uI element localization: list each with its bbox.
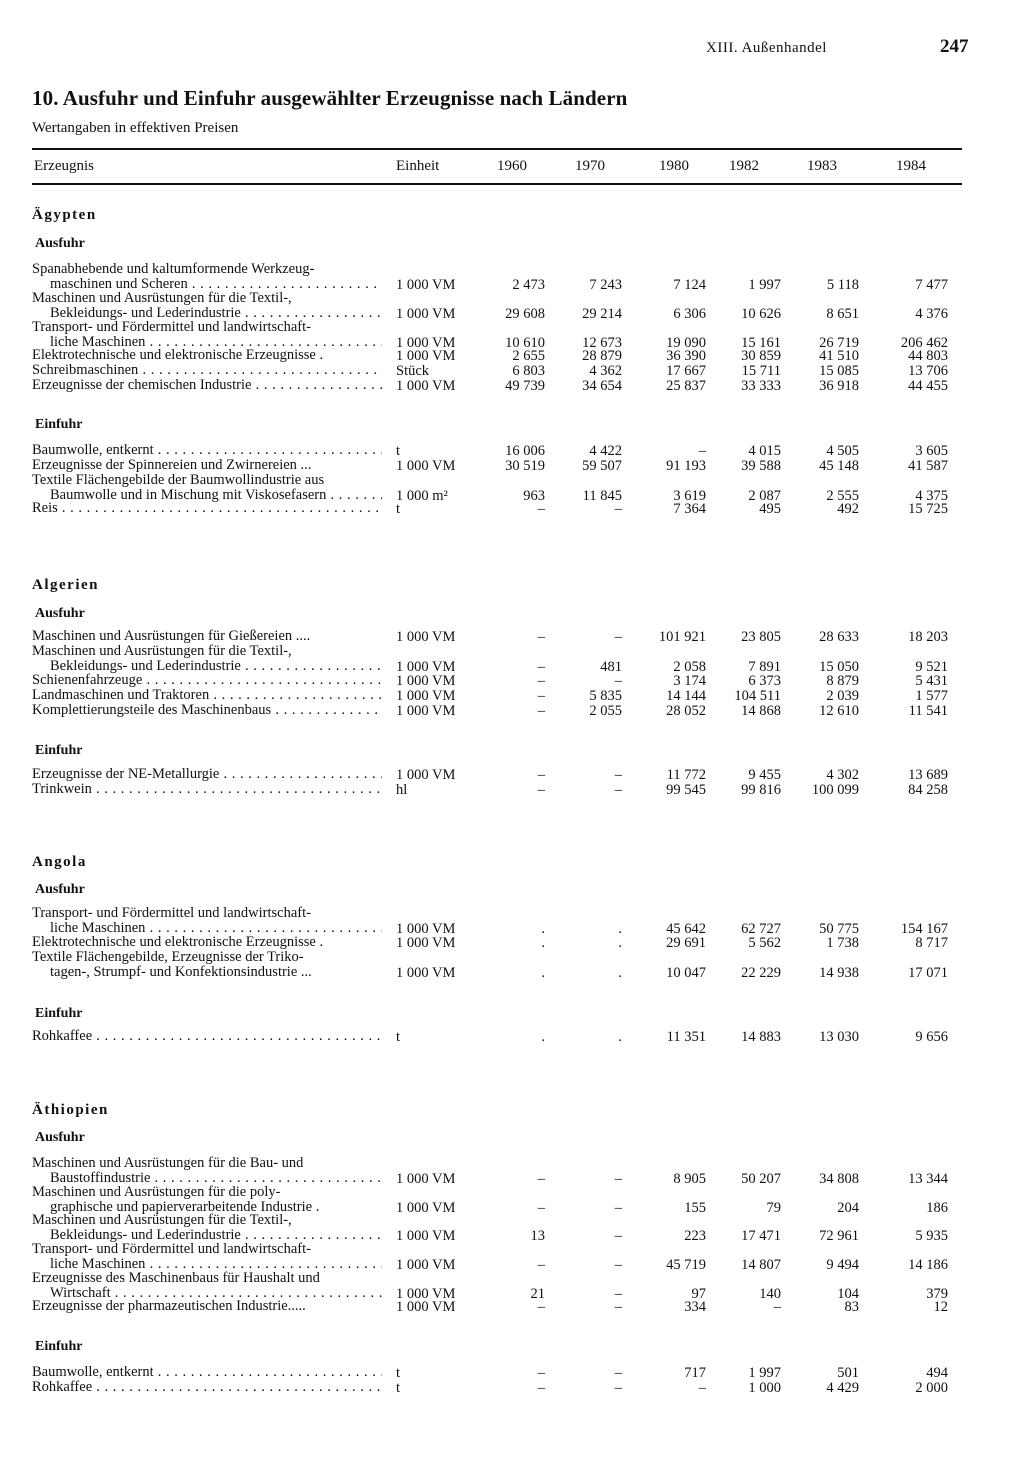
cell-1984: 1 577 bbox=[915, 688, 948, 704]
cell-1984: 13 344 bbox=[908, 1170, 948, 1187]
cell-1980: 99 545 bbox=[666, 782, 706, 798]
cell-1980: 8 905 bbox=[673, 1170, 706, 1187]
cell-1980: 97 bbox=[691, 1285, 706, 1302]
cell-1982: 1 000 bbox=[748, 1380, 781, 1396]
row-label bbox=[32, 673, 382, 688]
section-heading-einfuhr: Einfuhr bbox=[35, 1339, 83, 1354]
row-label-line: Maschinen und Ausrüstungen für Gießereien .... bbox=[32, 629, 311, 644]
country-heading-angola: Angola bbox=[32, 854, 87, 870]
cell-1983: 104 bbox=[837, 1285, 859, 1302]
row-label-line: Transport- und Fördermittel und landwirtschaft- bbox=[32, 906, 311, 921]
cell-1984: 5 431 bbox=[915, 673, 948, 689]
cell-1982: 495 bbox=[759, 501, 781, 517]
cell-1960: – bbox=[537, 1299, 545, 1315]
row-label bbox=[32, 1185, 382, 1214]
cell-1980: 2 058 bbox=[673, 658, 706, 675]
cell-1970: 2 055 bbox=[589, 703, 622, 719]
cell-1980: 223 bbox=[684, 1227, 706, 1244]
row-label-line: maschinen und Scheren . . . bbox=[32, 277, 382, 292]
row-unit: 1 000 VM bbox=[396, 305, 456, 322]
cell-1980: 36 390 bbox=[666, 348, 706, 364]
row-unit: 1 000 VM bbox=[396, 629, 456, 645]
cell-1982: 14 883 bbox=[741, 1029, 781, 1045]
row-unit: 1 000 VM bbox=[396, 703, 456, 719]
row-label-line: Erzeugnisse der pharmazeutischen Industrie..... bbox=[32, 1299, 306, 1314]
cell-1980: 3 619 bbox=[673, 487, 706, 504]
row-label bbox=[32, 906, 382, 935]
cell-1960: – bbox=[537, 673, 545, 689]
row-unit: 1 000 m² bbox=[396, 487, 448, 504]
row-label-line: Erzeugnisse der chemischen Industrie . . . bbox=[32, 378, 382, 393]
cell-1984: 9 521 bbox=[915, 658, 948, 675]
row-label bbox=[32, 1271, 382, 1300]
cell-1983: 14 938 bbox=[819, 964, 859, 981]
cell-1960: – bbox=[537, 767, 545, 783]
cell-1980: 11 772 bbox=[666, 767, 706, 783]
row-unit: 1 000 VM bbox=[396, 1299, 456, 1315]
row-label-line: Transport- und Fördermittel und landwirtschaft- bbox=[32, 320, 311, 335]
row-label-line: Maschinen und Ausrüstungen für die Textil-, bbox=[32, 1213, 292, 1228]
cell-1983: 5 118 bbox=[826, 276, 859, 293]
row-unit: 1 000 VM bbox=[396, 458, 456, 474]
cell-1970: 7 243 bbox=[589, 276, 622, 293]
cell-1982: 62 727 bbox=[741, 920, 781, 937]
cell-1982: 6 373 bbox=[748, 673, 781, 689]
cell-1980: 717 bbox=[684, 1365, 706, 1381]
cell-1984: 41 587 bbox=[908, 458, 948, 474]
cell-1984: 17 071 bbox=[908, 964, 948, 981]
row-label-line: Maschinen und Ausrüstungen für die Bau- und bbox=[32, 1156, 304, 1171]
page-number: 247 bbox=[940, 36, 969, 57]
cell-1980: 25 837 bbox=[666, 378, 706, 394]
cell-1970: 29 214 bbox=[582, 305, 622, 322]
cell-1960: 30 519 bbox=[505, 458, 545, 474]
cell-1982: 33 333 bbox=[741, 378, 781, 394]
col-header-1982: 1982 bbox=[729, 158, 759, 174]
row-label-line: Komplettierungsteile des Maschinenbaus . . . bbox=[32, 703, 382, 718]
row-label-line: Elektrotechnische und elektronische Erzeugnisse . bbox=[32, 935, 324, 950]
cell-1960: . bbox=[541, 935, 545, 951]
cell-1970: 34 654 bbox=[582, 378, 622, 394]
country-heading-algerien: Algerien bbox=[32, 577, 99, 593]
row-label-line: Maschinen und Ausrüstungen für die Textil-, bbox=[32, 644, 292, 659]
row-label-line: Baumwolle, entkernt . . . bbox=[32, 443, 382, 458]
row-label bbox=[32, 378, 382, 393]
cell-1960: 49 739 bbox=[505, 378, 545, 394]
cell-1960: – bbox=[537, 1256, 545, 1273]
cell-1984: 44 455 bbox=[908, 378, 948, 394]
cell-1970: – bbox=[614, 1365, 622, 1381]
cell-1980: – bbox=[698, 443, 706, 459]
row-label-line: Bekleidungs- und Lederindustrie . . . bbox=[32, 659, 382, 674]
cell-1984: 13 706 bbox=[908, 363, 948, 379]
header-bottom-rule bbox=[32, 183, 962, 185]
row-label-line: Bekleidungs- und Lederindustrie . . . bbox=[32, 306, 382, 321]
row-label-line: Rohkaffee . . . bbox=[32, 1380, 382, 1395]
cell-1984: 494 bbox=[926, 1365, 948, 1381]
cell-1984: 4 376 bbox=[915, 305, 948, 322]
cell-1970: – bbox=[614, 1299, 622, 1315]
row-unit: Stück bbox=[396, 363, 430, 379]
col-header-1980: 1980 bbox=[659, 158, 689, 174]
cell-1970: – bbox=[614, 1380, 622, 1396]
cell-1982: 140 bbox=[759, 1285, 781, 1302]
row-label bbox=[32, 950, 382, 979]
cell-1983: 8 879 bbox=[826, 673, 859, 689]
row-label-line: Erzeugnisse des Maschinenbaus für Haushalt und bbox=[32, 1271, 320, 1286]
row-unit: t bbox=[396, 1365, 401, 1381]
cell-1982: 50 207 bbox=[741, 1170, 781, 1187]
cell-1984: 379 bbox=[926, 1285, 948, 1302]
cell-1984: 154 167 bbox=[900, 920, 948, 937]
cell-1983: 28 633 bbox=[819, 629, 859, 645]
row-label-line: Spanabhebende und kaltumformende Werkzeug- bbox=[32, 262, 315, 277]
row-label bbox=[32, 1380, 382, 1395]
row-unit: 1 000 VM bbox=[396, 673, 456, 689]
cell-1982: 23 805 bbox=[741, 629, 781, 645]
row-unit: 1 000 VM bbox=[396, 920, 456, 937]
cell-1982: 2 087 bbox=[748, 487, 781, 504]
cell-1983: 2 039 bbox=[826, 688, 859, 704]
row-label bbox=[32, 935, 382, 950]
cell-1982: 30 859 bbox=[741, 348, 781, 364]
row-label bbox=[32, 688, 382, 703]
cell-1980: 155 bbox=[684, 1199, 706, 1216]
cell-1984: 206 462 bbox=[900, 334, 948, 351]
row-label-line: Baumwolle und in Mischung mit Viskosefasern . . . bbox=[32, 488, 382, 503]
cell-1983: 50 775 bbox=[819, 920, 859, 937]
cell-1983: 100 099 bbox=[811, 782, 859, 798]
row-unit: 1 000 VM bbox=[396, 1170, 456, 1187]
row-label bbox=[32, 262, 382, 291]
cell-1983: 4 505 bbox=[826, 443, 859, 459]
country-heading-agypten: Ägypten bbox=[32, 207, 97, 223]
row-label-line: Textile Flächengebilde der Baumwollindustrie aus bbox=[32, 473, 325, 488]
row-label-line: Maschinen und Ausrüstungen für die Textil-, bbox=[32, 291, 292, 306]
cell-1970: – bbox=[614, 767, 622, 783]
cell-1970: – bbox=[614, 1199, 622, 1216]
cell-1970: 481 bbox=[600, 658, 622, 675]
section-heading-einfuhr: Einfuhr bbox=[35, 417, 83, 432]
cell-1982: 1 997 bbox=[748, 1365, 781, 1381]
row-label-line: Baumwolle, entkernt . . . bbox=[32, 1365, 382, 1380]
cell-1982: 7 891 bbox=[748, 658, 781, 675]
cell-1982: 99 816 bbox=[741, 782, 781, 798]
cell-1982: 17 471 bbox=[741, 1227, 781, 1244]
cell-1980: 10 047 bbox=[666, 964, 706, 981]
cell-1970: 4 422 bbox=[589, 443, 622, 459]
row-label-line: graphische und papierverarbeitende Industrie . bbox=[50, 1199, 320, 1214]
cell-1983: 4 302 bbox=[826, 767, 859, 783]
row-label-line: liche Maschinen . . . bbox=[32, 921, 382, 936]
row-unit: 1 000 VM bbox=[396, 334, 456, 351]
section-heading-einfuhr: Einfuhr bbox=[35, 743, 83, 758]
row-label-line: tagen-, Strumpf- und Konfektionsindustrie ... bbox=[50, 964, 312, 979]
row-label bbox=[32, 1156, 382, 1185]
section-heading-ausfuhr: Ausfuhr bbox=[35, 882, 85, 897]
cell-1970: 12 673 bbox=[582, 334, 622, 351]
cell-1960: 963 bbox=[523, 487, 545, 504]
cell-1970: – bbox=[614, 782, 622, 798]
cell-1970: 28 879 bbox=[582, 348, 622, 364]
cell-1980: 17 667 bbox=[666, 363, 706, 379]
row-label-line: Rohkaffee . . . bbox=[32, 1029, 382, 1044]
cell-1983: 1 738 bbox=[826, 935, 859, 951]
row-unit: 1 000 VM bbox=[396, 964, 456, 981]
cell-1984: 14 186 bbox=[908, 1256, 948, 1273]
cell-1960: 2 473 bbox=[512, 276, 545, 293]
cell-1982: 79 bbox=[766, 1199, 781, 1216]
cell-1982: 15 711 bbox=[741, 363, 781, 379]
cell-1982: 5 562 bbox=[748, 935, 781, 951]
cell-1984: 5 935 bbox=[915, 1227, 948, 1244]
cell-1960: . bbox=[541, 920, 545, 937]
cell-1983: 15 050 bbox=[819, 658, 859, 675]
cell-1982: 14 868 bbox=[741, 703, 781, 719]
row-label bbox=[32, 501, 382, 516]
row-unit: 1 000 VM bbox=[396, 767, 456, 783]
cell-1970: . bbox=[618, 920, 622, 937]
row-unit: 1 000 VM bbox=[396, 378, 456, 394]
col-header-1970: 1970 bbox=[575, 158, 605, 174]
cell-1982: 39 588 bbox=[741, 458, 781, 474]
cell-1960: 10 610 bbox=[505, 334, 545, 351]
cell-1970: . bbox=[618, 935, 622, 951]
cell-1970: – bbox=[614, 1170, 622, 1187]
row-label bbox=[32, 767, 382, 782]
cell-1983: 15 085 bbox=[819, 363, 859, 379]
row-label bbox=[32, 1213, 382, 1242]
row-label-line: Trinkwein . . . bbox=[32, 782, 382, 797]
cell-1983: 72 961 bbox=[819, 1227, 859, 1244]
row-unit: 1 000 VM bbox=[396, 1285, 456, 1302]
cell-1983: 13 030 bbox=[819, 1029, 859, 1045]
table-title: 10. Ausfuhr und Einfuhr ausgewählter Erzeugnisse nach Ländern bbox=[32, 86, 628, 110]
cell-1960: – bbox=[537, 703, 545, 719]
running-header: XIII. Außenhandel bbox=[706, 40, 827, 56]
section-heading-ausfuhr: Ausfuhr bbox=[35, 606, 85, 621]
cell-1980: 14 144 bbox=[666, 688, 706, 704]
row-label-line: liche Maschinen . . . bbox=[32, 1257, 382, 1272]
row-label-line: Baustoffindustrie . . . bbox=[32, 1171, 382, 1186]
cell-1960: 21 bbox=[530, 1285, 545, 1302]
cell-1970: – bbox=[614, 1285, 622, 1302]
header-top-rule bbox=[32, 148, 962, 150]
cell-1982: 15 161 bbox=[741, 334, 781, 351]
row-label bbox=[32, 473, 382, 502]
cell-1983: 41 510 bbox=[819, 348, 859, 364]
row-label-line: Bekleidungs- und Lederindustrie . . . bbox=[32, 1228, 382, 1243]
cell-1984: 8 717 bbox=[915, 935, 948, 951]
row-unit: t bbox=[396, 501, 401, 517]
cell-1980: 29 691 bbox=[666, 935, 706, 951]
cell-1983: 12 610 bbox=[819, 703, 859, 719]
row-label bbox=[32, 644, 382, 673]
cell-1970: – bbox=[614, 1256, 622, 1273]
cell-1984: 12 bbox=[933, 1299, 948, 1315]
cell-1980: 91 193 bbox=[666, 458, 706, 474]
cell-1960: . bbox=[541, 1029, 545, 1045]
cell-1960: – bbox=[537, 1365, 545, 1381]
row-label-line: Textile Flächengebilde, Erzeugnisse der Triko- bbox=[32, 950, 304, 965]
row-label bbox=[32, 629, 382, 644]
cell-1980: 11 351 bbox=[666, 1029, 706, 1045]
col-header-1983: 1983 bbox=[807, 158, 837, 174]
row-unit: 1 000 VM bbox=[396, 1227, 456, 1244]
row-label bbox=[32, 1299, 382, 1314]
cell-1983: 34 808 bbox=[819, 1170, 859, 1187]
row-label bbox=[32, 348, 382, 363]
cell-1984: 84 258 bbox=[908, 782, 948, 798]
cell-1960: 29 608 bbox=[505, 305, 545, 322]
cell-1960: 13 bbox=[530, 1227, 545, 1244]
row-unit: t bbox=[396, 1029, 401, 1045]
row-label-line: Reis . . . bbox=[32, 501, 382, 516]
cell-1983: 492 bbox=[837, 501, 859, 517]
cell-1983: 2 555 bbox=[826, 487, 859, 504]
cell-1980: 7 124 bbox=[673, 276, 706, 293]
row-unit: 1 000 VM bbox=[396, 935, 456, 951]
cell-1980: 7 364 bbox=[673, 501, 706, 517]
cell-1970: . bbox=[618, 964, 622, 981]
row-unit: 1 000 VM bbox=[396, 1199, 456, 1216]
cell-1960: 16 006 bbox=[505, 443, 545, 459]
cell-1960: 2 655 bbox=[512, 348, 545, 364]
cell-1983: 4 429 bbox=[826, 1380, 859, 1396]
row-label-line: Schienenfahrzeuge . . . bbox=[32, 673, 382, 688]
cell-1970: 4 362 bbox=[589, 363, 622, 379]
row-unit: 1 000 VM bbox=[396, 348, 456, 364]
row-unit: 1 000 VM bbox=[396, 688, 456, 704]
cell-1960: – bbox=[537, 501, 545, 517]
row-label bbox=[32, 1365, 382, 1380]
cell-1980: 101 921 bbox=[658, 629, 706, 645]
row-unit: t bbox=[396, 1380, 401, 1396]
cell-1984: 7 477 bbox=[915, 276, 948, 293]
row-label-line: Maschinen und Ausrüstungen für die poly- bbox=[32, 1185, 281, 1200]
cell-1982: 9 455 bbox=[748, 767, 781, 783]
cell-1982: 4 015 bbox=[748, 443, 781, 459]
cell-1984: 15 725 bbox=[908, 501, 948, 517]
section-heading-ausfuhr: Ausfuhr bbox=[35, 236, 85, 251]
row-label-line: Schreibmaschinen . . . bbox=[32, 363, 382, 378]
cell-1960: – bbox=[537, 782, 545, 798]
cell-1970: 59 507 bbox=[582, 458, 622, 474]
row-label bbox=[32, 782, 382, 797]
col-header-1984: 1984 bbox=[896, 158, 926, 174]
cell-1960: – bbox=[537, 658, 545, 675]
cell-1982: 104 511 bbox=[734, 688, 781, 704]
cell-1980: 3 174 bbox=[673, 673, 706, 689]
row-unit: hl bbox=[396, 782, 408, 798]
cell-1983: 26 719 bbox=[819, 334, 859, 351]
row-label-line: Transport- und Fördermittel und landwirtschaft- bbox=[32, 1242, 311, 1257]
cell-1970: – bbox=[614, 501, 622, 517]
cell-1980: 6 306 bbox=[673, 305, 706, 322]
cell-1984: 13 689 bbox=[908, 767, 948, 783]
cell-1984: 11 541 bbox=[908, 703, 948, 719]
cell-1980: 28 052 bbox=[666, 703, 706, 719]
cell-1982: 22 229 bbox=[741, 964, 781, 981]
row-label-line: Erzeugnisse der NE-Metallurgie . . . bbox=[32, 767, 382, 782]
row-label bbox=[32, 703, 382, 718]
cell-1970: – bbox=[614, 673, 622, 689]
cell-1980: – bbox=[698, 1380, 706, 1396]
cell-1984: 9 656 bbox=[915, 1029, 948, 1045]
section-heading-einfuhr: Einfuhr bbox=[35, 1006, 83, 1021]
cell-1960: – bbox=[537, 1380, 545, 1396]
row-label bbox=[32, 363, 382, 378]
cell-1960: – bbox=[537, 1170, 545, 1187]
row-label bbox=[32, 1029, 382, 1044]
cell-1983: 204 bbox=[837, 1199, 859, 1216]
row-label-line: Elektrotechnische und elektronische Erzeugnisse . bbox=[32, 348, 324, 363]
cell-1970: 11 845 bbox=[582, 487, 622, 504]
row-unit: 1 000 VM bbox=[396, 276, 456, 293]
cell-1980: 45 719 bbox=[666, 1256, 706, 1273]
row-unit: 1 000 VM bbox=[396, 658, 456, 675]
row-unit: t bbox=[396, 443, 401, 459]
country-heading-athiopien: Äthiopien bbox=[32, 1102, 109, 1118]
cell-1984: 4 375 bbox=[915, 487, 948, 504]
cell-1984: 44 803 bbox=[908, 348, 948, 364]
cell-1960: – bbox=[537, 688, 545, 704]
cell-1983: 36 918 bbox=[819, 378, 859, 394]
cell-1983: 501 bbox=[837, 1365, 859, 1381]
cell-1984: 186 bbox=[926, 1199, 948, 1216]
row-label bbox=[32, 1242, 382, 1271]
cell-1983: 9 494 bbox=[826, 1256, 859, 1273]
row-label-line: Landmaschinen und Traktoren . . . bbox=[32, 688, 382, 703]
row-label bbox=[32, 443, 382, 458]
cell-1983: 83 bbox=[844, 1299, 859, 1315]
cell-1970: 5 835 bbox=[589, 688, 622, 704]
cell-1984: 18 203 bbox=[908, 629, 948, 645]
cell-1983: 8 651 bbox=[826, 305, 859, 322]
cell-1984: 2 000 bbox=[915, 1380, 948, 1396]
cell-1970: . bbox=[618, 1029, 622, 1045]
col-header-1960: 1960 bbox=[497, 158, 527, 174]
cell-1970: – bbox=[614, 629, 622, 645]
cell-1984: 3 605 bbox=[915, 443, 948, 459]
cell-1980: 19 090 bbox=[666, 334, 706, 351]
row-unit: 1 000 VM bbox=[396, 1256, 456, 1273]
col-header-erzeugnis: Erzeugnis bbox=[34, 158, 94, 174]
cell-1982: 1 997 bbox=[748, 276, 781, 293]
table-subtitle: Wertangaben in effektiven Preisen bbox=[32, 120, 239, 136]
cell-1970: – bbox=[614, 1227, 622, 1244]
col-header-einheit: Einheit bbox=[396, 158, 440, 174]
cell-1983: 45 148 bbox=[819, 458, 859, 474]
cell-1960: – bbox=[537, 629, 545, 645]
row-label bbox=[32, 291, 382, 320]
row-label-line: liche Maschinen . . . bbox=[32, 335, 382, 350]
row-label bbox=[32, 320, 382, 349]
cell-1982: 10 626 bbox=[741, 305, 781, 322]
cell-1980: 45 642 bbox=[666, 920, 706, 937]
section-heading-ausfuhr: Ausfuhr bbox=[35, 1130, 85, 1145]
row-label-line: Erzeugnisse der Spinnereien und Zwirnereien ... bbox=[32, 458, 312, 473]
row-label-line: Wirtschaft . . . bbox=[32, 1286, 382, 1301]
cell-1980: 334 bbox=[684, 1299, 706, 1315]
cell-1982: 14 807 bbox=[741, 1256, 781, 1273]
cell-1960: . bbox=[541, 964, 545, 981]
cell-1982: – bbox=[773, 1299, 781, 1315]
cell-1960: 6 803 bbox=[512, 363, 545, 379]
cell-1960: – bbox=[537, 1199, 545, 1216]
row-label bbox=[32, 458, 382, 473]
